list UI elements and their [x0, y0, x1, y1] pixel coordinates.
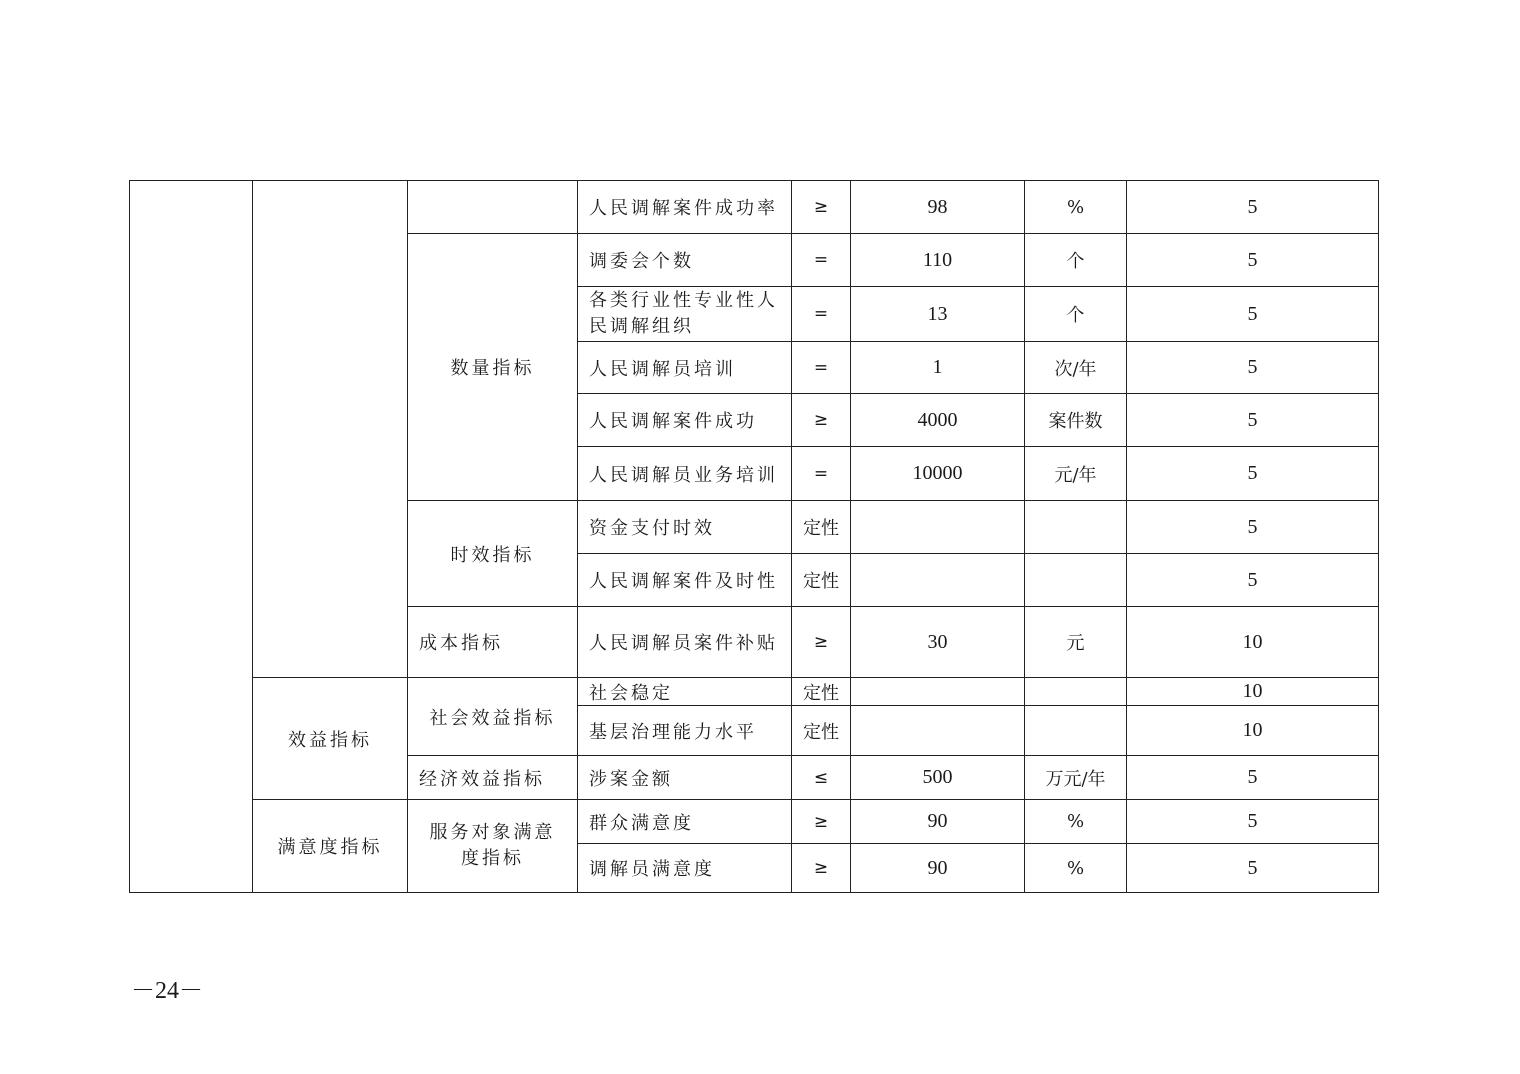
indicator-score: 5	[1127, 554, 1379, 607]
category-benefit: 效益指标	[253, 678, 408, 800]
indicator-score: 5	[1127, 501, 1379, 554]
category-timeliness: 时效指标	[408, 501, 578, 607]
indicator-operator: ≥	[792, 844, 851, 893]
indicator-unit: 个	[1025, 287, 1127, 342]
indicator-operator: ≥	[792, 607, 851, 678]
indicator-unit: %	[1025, 800, 1127, 844]
indicator-value	[851, 554, 1025, 607]
table-row	[130, 800, 1379, 844]
indicator-name: 基层治理能力水平	[578, 706, 792, 756]
indicator-operator: =	[792, 287, 851, 342]
indicator-name: 人民调解员业务培训	[578, 447, 792, 501]
indicator-value: 90	[851, 800, 1025, 844]
table-row	[130, 678, 1379, 706]
category-level1-cell	[130, 181, 253, 893]
indicator-value	[851, 501, 1025, 554]
indicator-unit: %	[1025, 844, 1127, 893]
indicator-value: 1	[851, 342, 1025, 394]
indicator-name: 各类行业性专业性人民调解组织	[578, 287, 792, 342]
indicator-value: 30	[851, 607, 1025, 678]
indicator-value: 500	[851, 756, 1025, 800]
indicator-unit	[1025, 501, 1127, 554]
category-social-benefit: 社会效益指标	[408, 678, 578, 756]
indicator-unit: 个	[1025, 234, 1127, 287]
indicator-unit: 万元/年	[1025, 756, 1127, 800]
indicator-score: 5	[1127, 394, 1379, 447]
indicator-operator: ≤	[792, 756, 851, 800]
indicator-unit: 案件数	[1025, 394, 1127, 447]
indicator-unit: 元	[1025, 607, 1127, 678]
indicator-operator: 定性	[792, 501, 851, 554]
indicator-score: 5	[1127, 844, 1379, 893]
indicator-score: 5	[1127, 756, 1379, 800]
indicator-value	[851, 678, 1025, 706]
indicator-score: 10	[1127, 607, 1379, 678]
indicator-unit: %	[1025, 181, 1127, 234]
indicator-score: 10	[1127, 706, 1379, 756]
indicator-value: 4000	[851, 394, 1025, 447]
indicator-value: 13	[851, 287, 1025, 342]
indicator-name: 资金支付时效	[578, 501, 792, 554]
indicator-name: 涉案金额	[578, 756, 792, 800]
indicator-operator: ≥	[792, 800, 851, 844]
category-level2-cell	[253, 181, 408, 678]
indicator-name: 人民调解案件成功	[578, 394, 792, 447]
indicator-value	[851, 706, 1025, 756]
indicator-name: 人民调解员案件补贴	[578, 607, 792, 678]
indicator-name: 调委会个数	[578, 234, 792, 287]
indicator-score: 10	[1127, 678, 1379, 706]
category-economic-benefit: 经济效益指标	[408, 756, 578, 800]
table-row	[130, 181, 1379, 234]
indicator-operator: 定性	[792, 706, 851, 756]
indicator-value: 10000	[851, 447, 1025, 501]
indicator-score: 5	[1127, 181, 1379, 234]
indicator-name: 社会稳定	[578, 678, 792, 706]
indicator-name: 人民调解案件及时性	[578, 554, 792, 607]
indicator-operator: ≥	[792, 181, 851, 234]
indicator-score: 5	[1127, 287, 1379, 342]
indicator-operator: =	[792, 342, 851, 394]
indicator-operator: 定性	[792, 554, 851, 607]
indicator-unit: 次/年	[1025, 342, 1127, 394]
indicator-value: 90	[851, 844, 1025, 893]
indicator-name: 调解员满意度	[578, 844, 792, 893]
indicator-name: 人民调解员培训	[578, 342, 792, 394]
indicator-operator: ≥	[792, 394, 851, 447]
indicator-operator: =	[792, 447, 851, 501]
category-cost: 成本指标	[408, 607, 578, 678]
indicator-value: 98	[851, 181, 1025, 234]
category-satisfaction: 满意度指标	[253, 800, 408, 893]
page-number: －24－	[131, 978, 203, 1004]
indicator-score: 5	[1127, 447, 1379, 501]
indicator-unit	[1025, 554, 1127, 607]
indicator-operator: 定性	[792, 678, 851, 706]
indicator-name: 人民调解案件成功率	[578, 181, 792, 234]
category-quantity: 数量指标	[408, 234, 578, 501]
performance-indicator-table	[129, 180, 1379, 893]
indicator-score: 5	[1127, 342, 1379, 394]
indicator-score: 5	[1127, 800, 1379, 844]
indicator-unit	[1025, 678, 1127, 706]
indicator-value: 110	[851, 234, 1025, 287]
indicator-unit: 元/年	[1025, 447, 1127, 501]
category-level3-cell	[408, 181, 578, 234]
indicator-name: 群众满意度	[578, 800, 792, 844]
category-service-satisfaction: 服务对象满意度指标	[408, 800, 578, 893]
indicator-unit	[1025, 706, 1127, 756]
indicator-score: 5	[1127, 234, 1379, 287]
indicator-operator: =	[792, 234, 851, 287]
